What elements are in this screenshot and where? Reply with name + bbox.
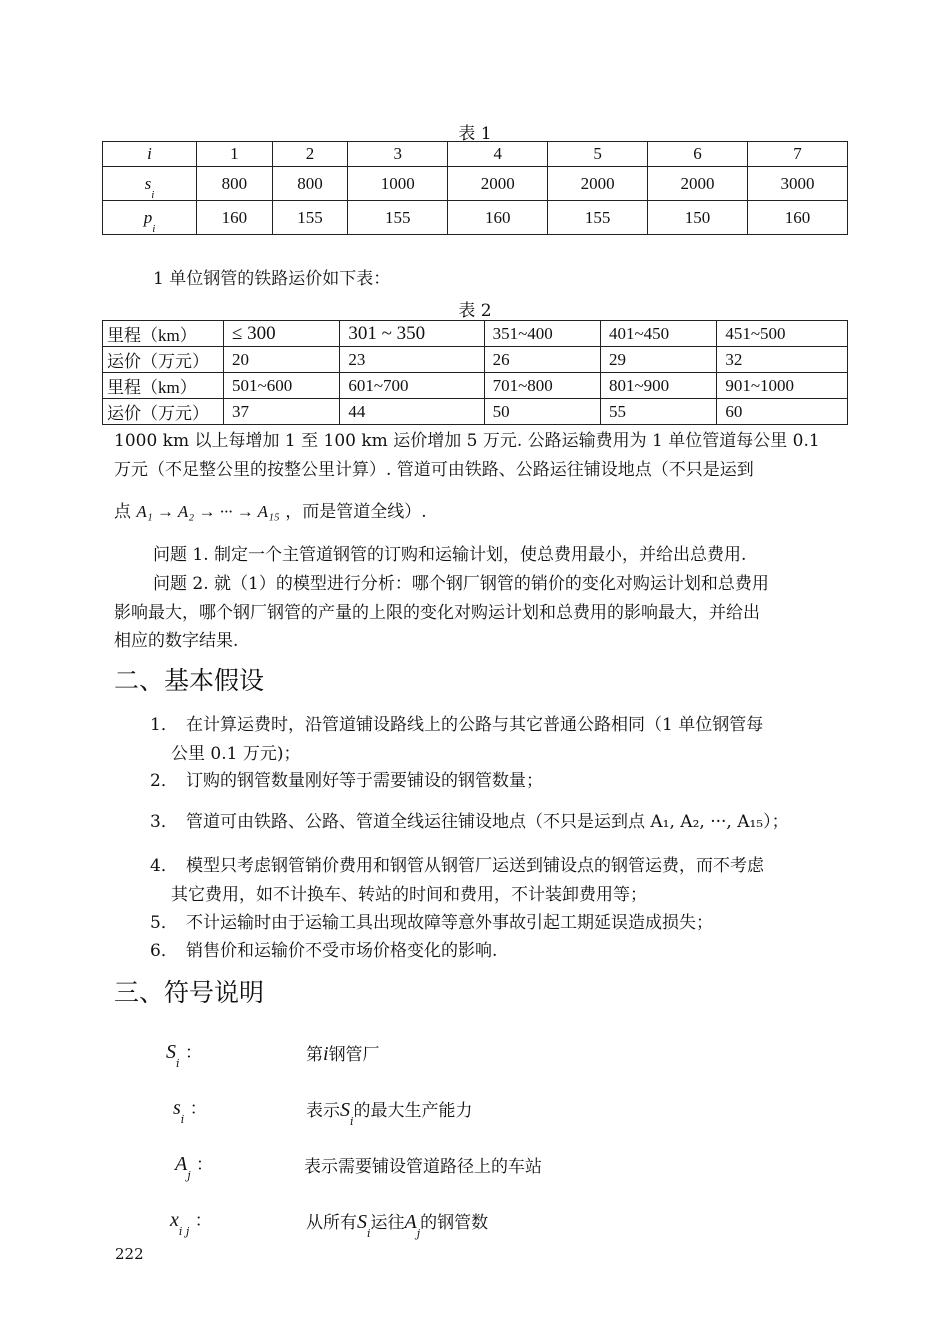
freight-paragraph-line3: [114, 496, 844, 528]
table1-caption: 表 1: [458, 124, 492, 144]
table2-cell: 26: [484, 347, 600, 373]
table2-cell: 601~700: [340, 373, 484, 399]
problem-2-line2: 影响最大，哪个钢厂钢管的产量的上限的变化对购运计划和总费用的影响最大，并给出: [114, 603, 760, 623]
station-sequence: A₁ → A₂ → ··· → A₁₅: [136, 502, 280, 521]
table1-header-cell: 3: [348, 142, 448, 167]
table1-header-cell: 4: [448, 142, 548, 167]
assumption-item: 5． 不计运输时由于运输工具出现故障等意外事故引起工期延误造成损失；: [150, 913, 713, 933]
table1-row-label: $p_i$: [103, 201, 197, 235]
symbol-term: $s_i$ ：: [173, 1097, 207, 1126]
table2-row-label: 里程（km）: [103, 373, 224, 399]
assumption-item: 1． 在计算运费时，沿管道铺设路线上的公路与其它普通公路相同（1 单位钢管每 公里 0.1 万元)；: [150, 715, 764, 764]
table1-cell: 150: [648, 201, 748, 235]
table2-cell: 701~800: [484, 373, 600, 399]
table1-cell: 155: [548, 201, 648, 235]
table2-row-label: 里程（km）: [103, 321, 224, 347]
table2-cell: 50: [484, 399, 600, 425]
table1-cell: 1000: [348, 167, 448, 201]
table2-cell: 901~1000: [717, 373, 848, 399]
table1-cell: 3000: [748, 167, 848, 201]
assumption-item: 4． 模型只考虑钢管销价费用和钢管从钢管厂运送到铺设点的钢管运费，而不考虑 其它费用，如不计换车、转站的时间和费用，不计装卸费用等；: [150, 856, 764, 905]
table2-cell: 37: [224, 399, 340, 425]
table1-header-cell: i: [103, 142, 197, 167]
section-symbols-title: 三、符号说明: [114, 978, 265, 1007]
table2-cell: 301 ~ 350: [340, 321, 484, 347]
table1-cell: 155: [348, 201, 448, 235]
table1-cell: 800: [197, 167, 273, 201]
problem-2-line1: 问题 2. 就（1）的模型进行分析：哪个钢厂钢管的销价的变化对购运计划和总费用: [153, 574, 769, 594]
table1-header-cell: 2: [272, 142, 348, 167]
table1-header-cell: 6: [648, 142, 748, 167]
problem-1: 问题 1. 制定一个主管道钢管的订购和运输计划，使总费用最小，并给出总费用.: [153, 545, 747, 565]
table2-cell: 55: [600, 399, 716, 425]
table2-cell: 32: [717, 347, 848, 373]
table2-cell: 501~600: [224, 373, 340, 399]
table1-cell: 2000: [448, 167, 548, 201]
symbol-desc: 表示需要铺设管道路径上的车站: [304, 1157, 542, 1177]
table1-cell: 160: [448, 201, 548, 235]
table2-cell: 23: [340, 347, 484, 373]
table2-row-label: 运价（万元）: [103, 347, 224, 373]
table2-cell: ≤ 300: [224, 321, 340, 347]
symbol-term: $A_j$ ：: [175, 1153, 214, 1182]
symbol-desc: 表示$S_i$的最大生产能力: [306, 1099, 473, 1128]
table1-cell: 2000: [548, 167, 648, 201]
table2-row: [103, 321, 848, 347]
table2-row: [103, 399, 848, 425]
page-number: 222: [115, 1245, 144, 1263]
symbol-desc: 从所有$S_i$运往$A_j$的钢管数: [306, 1211, 489, 1240]
freight-paragraph-line2: 万元（不足整公里的按整公里计算）. 管道可由铁路、公路运往铺设地点（不只是运到: [114, 460, 754, 480]
freight-paragraph-line1: 1000 km 以上每增加 1 至 100 km 运价增加 5 万元. 公路运输费用为 1 单位管道每公里 0.1: [114, 431, 820, 451]
table2-cell: 20: [224, 347, 340, 373]
table2-caption: 表 2: [458, 301, 492, 321]
line3-prefix: 点: [114, 502, 131, 522]
table1-header-row: [103, 142, 848, 167]
table2-cell: 451~500: [717, 321, 848, 347]
table2-cell: 351~400: [484, 321, 600, 347]
table1: [102, 141, 848, 235]
table1-header-cell: 1: [197, 142, 273, 167]
table1-row: [103, 201, 848, 235]
table2-cell: 60: [717, 399, 848, 425]
table1-cell: 160: [748, 201, 848, 235]
table1-cell: 155: [272, 201, 348, 235]
table1-header-cell: 5: [548, 142, 648, 167]
table1-row: [103, 167, 848, 201]
symbol-desc: 第i钢管厂: [306, 1043, 380, 1065]
table2-cell: 401~450: [600, 321, 716, 347]
table2-row: [103, 347, 848, 373]
table1-header-cell: 7: [748, 142, 848, 167]
table2-cell: 29: [600, 347, 716, 373]
table2-row: [103, 373, 848, 399]
table2-row-label: 运价（万元）: [103, 399, 224, 425]
table1-cell: 800: [272, 167, 348, 201]
assumption-item: 2． 订购的钢管数量刚好等于需要铺设的钢管数量；: [150, 771, 543, 791]
symbol-term: $x_{i j}$ ：: [170, 1209, 212, 1238]
assumption-item: 3． 管道可由铁路、公路、管道全线运往铺设地点（不只是运到点 A₁, A₂, ···, A₁₅）；: [150, 812, 789, 832]
table1-cell: 2000: [648, 167, 748, 201]
assumption-item: 6． 销售价和运输价不受市场价格变化的影响.: [150, 941, 498, 961]
line3-suffix: ，而是管道全线）.: [285, 502, 427, 522]
table2: [102, 320, 848, 425]
table2-intro: 1 单位钢管的铁路运价如下表：: [153, 269, 391, 289]
symbol-term: $S_i$ ：: [166, 1041, 202, 1070]
table1-cell: 160: [197, 201, 273, 235]
table1-row-label: $s_i$: [103, 167, 197, 201]
table2-cell: 44: [340, 399, 484, 425]
section-basic-assumptions-title: 二、基本假设: [114, 666, 265, 695]
table2-cell: 801~900: [600, 373, 716, 399]
problem-2-line3: 相应的数字结果.: [114, 631, 239, 651]
